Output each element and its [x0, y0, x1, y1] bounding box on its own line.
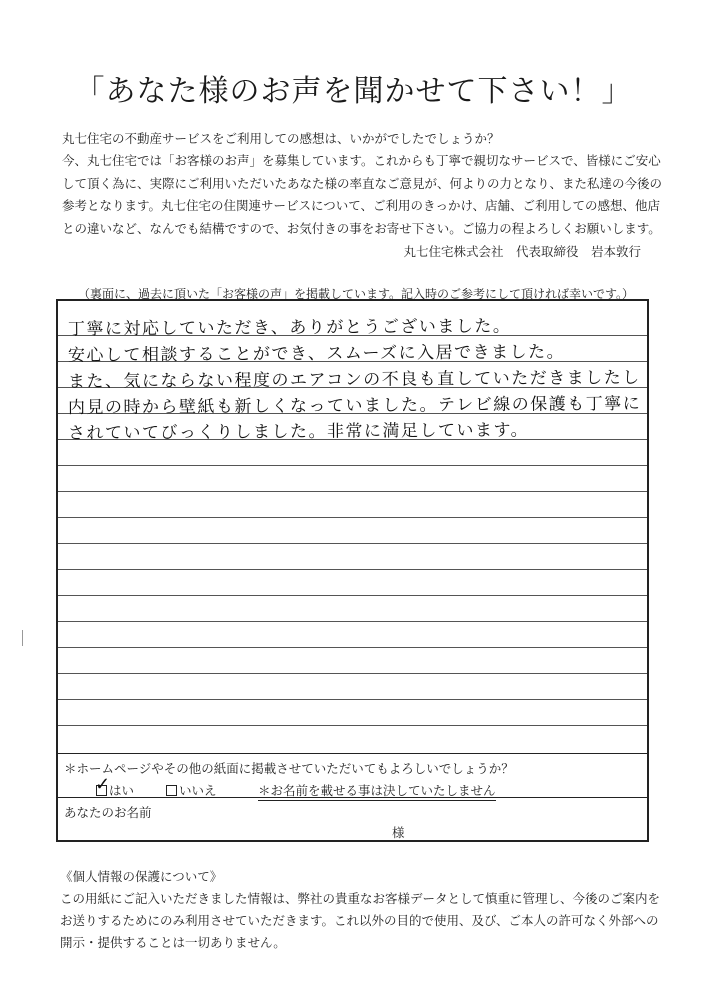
handwritten-line: されていてびっくりしました。非常に満足しています。 — [67, 420, 530, 444]
handwritten-line: また、気にならない程度のエアコンの不良も直していただきましたし — [67, 368, 641, 392]
checkbox-no[interactable] — [166, 785, 177, 796]
ruled-line — [58, 491, 647, 492]
publish-question: ＊ホームページやその他の紙面に掲載させていただいてもよろしいでしょうか？ — [64, 761, 514, 776]
privacy-section — [60, 866, 660, 954]
ruled-line — [58, 517, 647, 518]
ruled-line — [58, 569, 647, 570]
intro-line: 丸七住宅の不動産サービスをご利用しての感想は、いかがでしたでしょうか？ — [62, 131, 500, 146]
ruled-line — [58, 673, 647, 674]
handwritten-line: 安心して相談することができ、スムーズに入居できました。 — [67, 342, 566, 366]
privacy-title: 《個人情報の保護について》 — [60, 869, 223, 884]
ruled-line — [58, 595, 647, 596]
checkmark-icon: ✓ — [95, 774, 111, 795]
intro-line: 今、丸七住宅では「お客様のお声」を募集しています。これからも丁寧で親切なサービスで、皆様にご安心 — [62, 153, 661, 169]
name-suffix: 様 — [392, 825, 405, 840]
comment-form — [56, 299, 649, 842]
intro-line: との違いなど、なんでも結構ですので、お気付きの事をお寄せ下さい。ご協力の程よろしくお願いします。 — [62, 220, 661, 236]
ruled-line — [58, 699, 647, 700]
handwritten-line: 内見の時から壁紙も新しくなっていました。テレビ線の保護も丁寧に — [67, 393, 642, 419]
privacy-line: 開示・提供することは一切ありません。 — [60, 935, 286, 950]
section-divider — [58, 797, 647, 798]
comment-lines[interactable] — [58, 301, 647, 755]
name-label: あなたのお名前 — [64, 805, 152, 820]
company-signature: 丸七住宅株式会社 代表取締役 岩本敦行 — [403, 244, 641, 259]
intro-line: 参考となります。丸七住宅の住関連サービスについて、ご利用のきっかけ、店舗、ご利用しての感想、他店 — [62, 198, 661, 214]
checkbox-yes[interactable] — [95, 774, 111, 796]
ruled-line — [58, 725, 647, 726]
privacy-line: お送りするためにのみ利用させていただきます。これ以外の目的で使用、及び、ご本人の許可なく外部への — [60, 913, 659, 928]
reference-note: （裏面に、過去に頂いた「お客様の声」を掲載しています。記入時のご参考にして頂ければ幸いです。） — [77, 287, 635, 301]
ruled-line — [58, 465, 647, 466]
ruled-line — [58, 543, 647, 544]
intro-line: して頂く為に、実際にご利用いただいたあなた様の率直なご意見が、何よりの力となり、また私達の今後の — [62, 175, 663, 191]
section-divider — [58, 753, 647, 754]
ruled-line — [58, 621, 647, 622]
page-title: 「あなた様のお声を聞かせて下さい！」 — [74, 74, 633, 109]
privacy-line: この用紙にご記入いただきました情報は、弊社の貴重なお客様データとして慎重に管理し、今後のご案内を — [60, 891, 661, 906]
name-privacy-note: ＊お名前を載せる事は決していたしません — [258, 781, 496, 801]
scan-mark — [22, 630, 26, 646]
ruled-line — [58, 647, 647, 648]
intro-text — [62, 128, 663, 240]
handwritten-line: 丁寧に対応していただき、ありがとうございました。 — [67, 316, 512, 340]
option-yes-label: はい — [109, 783, 135, 798]
option-no-label: いいえ — [179, 783, 217, 798]
